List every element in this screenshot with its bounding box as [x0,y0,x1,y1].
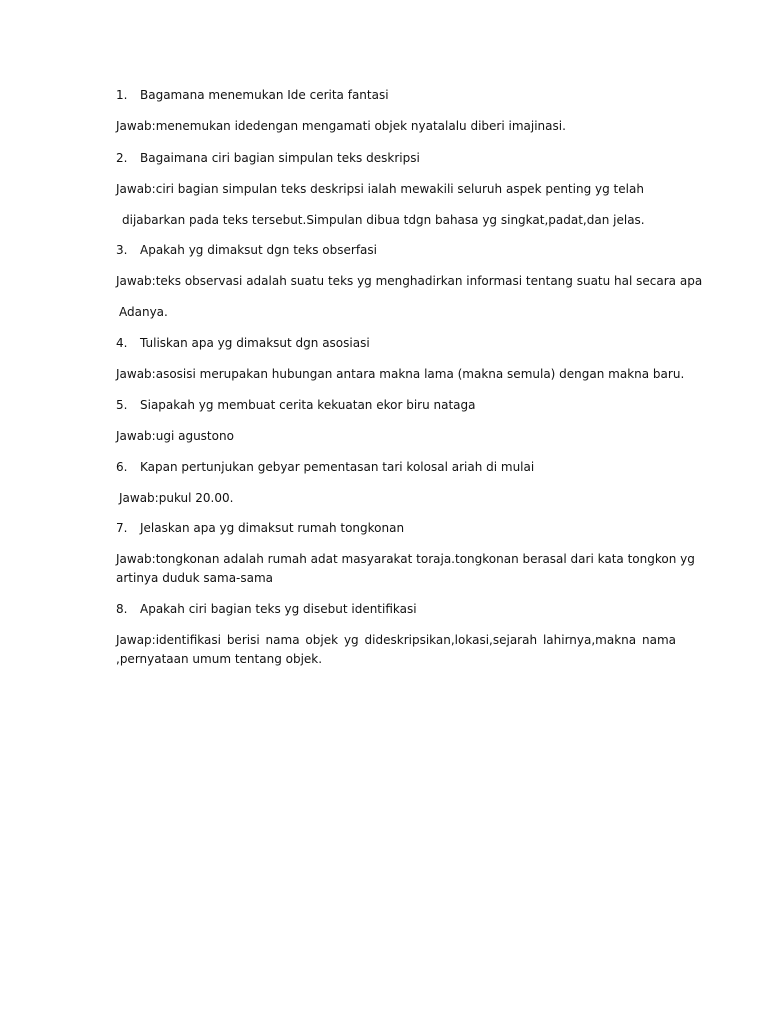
question-text: Bagamana menemukan Ide cerita fantasi [140,88,389,102]
answer-2-line-1: Jawab:ciri bagian simpulan teks deskripsi ialah mewakili seluruh aspek penting yg telah [116,182,644,196]
answer-6-line-1: Jawab:pukul 20.00. [119,491,234,505]
question-number: 3. [116,243,128,257]
question-7 [116,521,404,536]
question-number: 8. [116,602,128,616]
question-4 [116,336,370,351]
question-5 [116,398,476,413]
answer-3-line-1: Jawab:teks observasi adalah suatu teks yg menghadirkan informasi tentang suatu hal secara apa [116,274,703,288]
question-1 [116,88,389,103]
question-text: Apakah ciri bagian teks yg disebut identifikasi [140,602,417,616]
question-6 [116,460,534,475]
question-2 [116,151,420,166]
question-text: Kapan pertunjukan gebyar pementasan tari kolosal ariah di mulai [140,460,535,474]
question-text: Apakah yg dimaksut dgn teks obserfasi [140,243,377,257]
question-number: 2. [116,151,128,165]
answer-7-line-1: Jawab:tongkonan adalah rumah adat masyarakat toraja.tongkonan berasal dari kata tongkon yg [116,552,695,566]
question-number: 4. [116,336,128,350]
answer-8-line-2: ,pernyataan umum tentang objek. [116,652,323,666]
question-number: 7. [116,521,128,535]
answer-4-line-1: Jawab:asosisi merupakan hubungan antara makna lama (makna semula) dengan makna baru. [116,367,685,381]
question-text: Bagaimana ciri bagian simpulan teks deskripsi [140,151,420,165]
question-number: 5. [116,398,128,412]
answer-3-line-2: Adanya. [119,305,168,319]
question-3 [116,243,377,258]
answer-1-line-1: Jawab:menemukan idedengan mengamati objek nyatalalu diberi imajinasi. [116,119,566,133]
question-number: 6. [116,460,128,474]
question-number: 1. [116,88,128,102]
question-text: Jelaskan apa yg dimaksut rumah tongkonan [140,521,405,535]
question-8 [116,602,417,617]
answer-7-line-2: artinya duduk sama-sama [116,571,274,585]
question-text: Siapakah yg membuat cerita kekuatan ekor biru nataga [140,398,476,412]
answer-2-line-2: dijabarkan pada teks tersebut.Simpulan dibua tdgn bahasa yg singkat,padat,dan jelas. [122,213,645,227]
question-text: Tuliskan apa yg dimaksut dgn asosiasi [140,336,370,350]
answer-5-line-1: Jawab:ugi agustono [116,429,234,443]
answer-8-line-1: Jawap:identifikasi berisi nama objek yg dideskripsikan,lokasi,sejarah lahirnya,makna nama [116,633,676,647]
